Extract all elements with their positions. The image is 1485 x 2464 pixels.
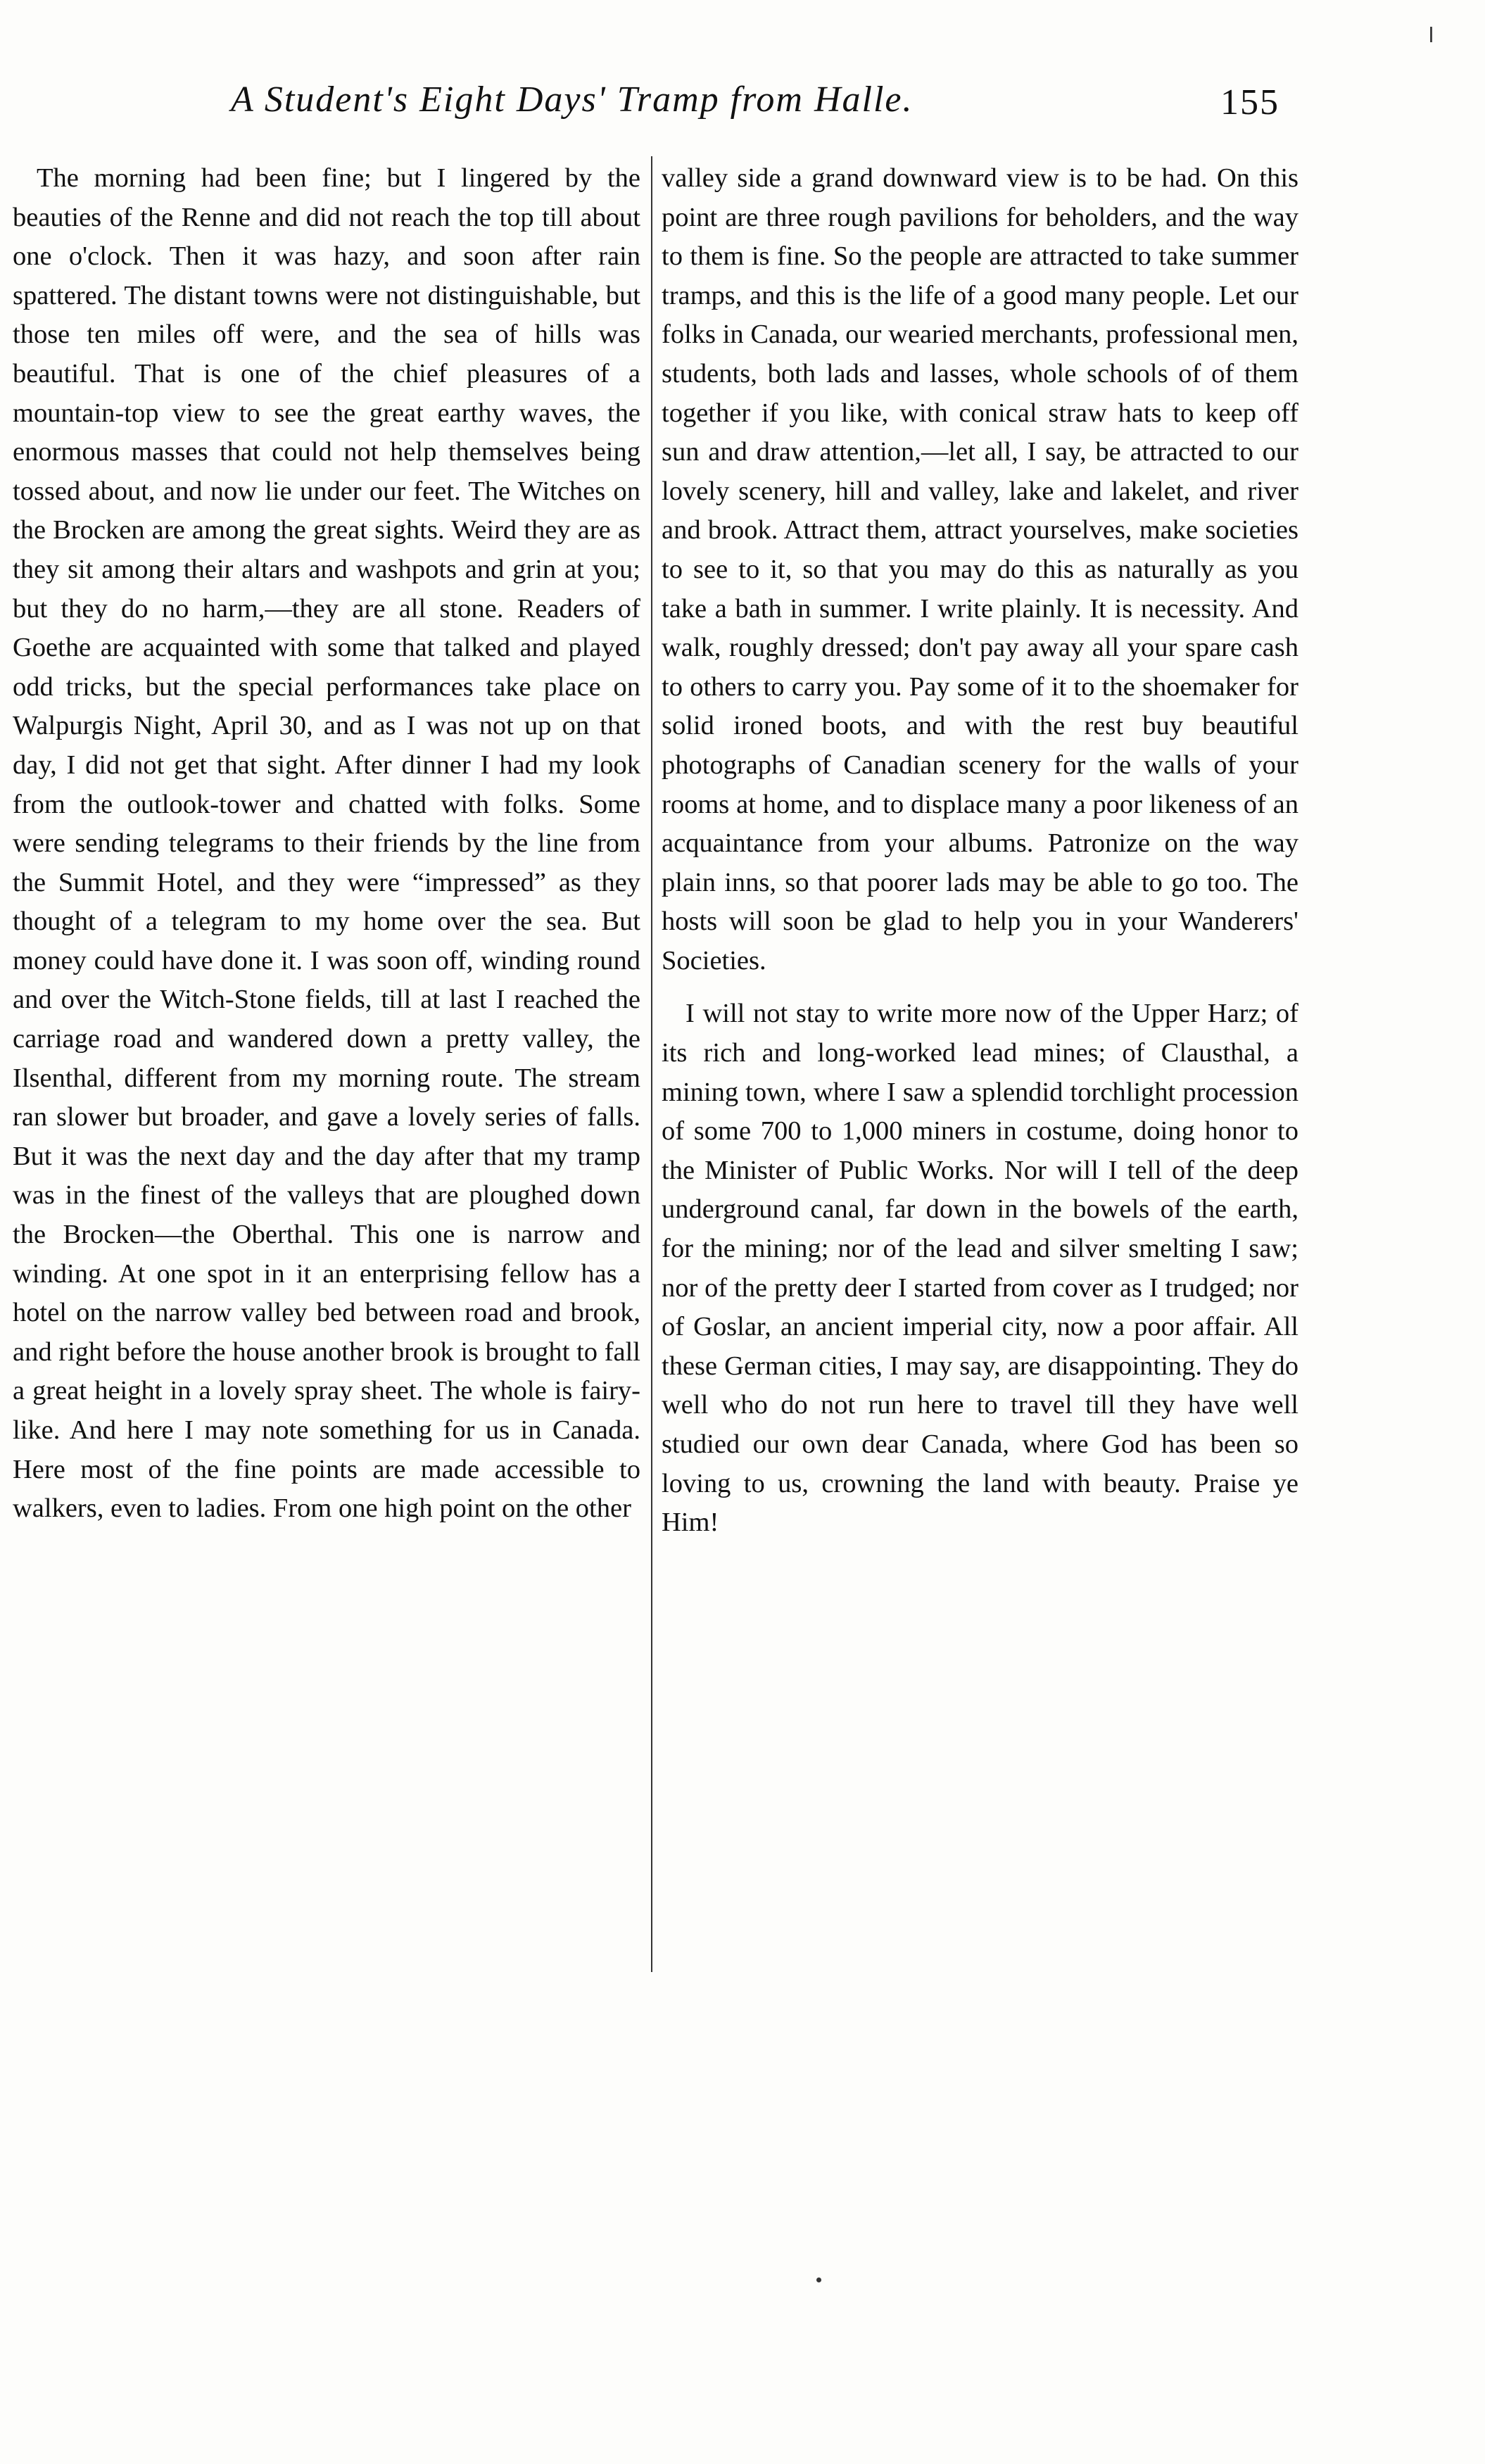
right-column: [662, 159, 1298, 1543]
left-column: [13, 159, 640, 1529]
right-paragraph-upper-harz: I will not stay to write more now of the Upper Harz; of its rich and long-worked lead mines; of Clausthal, a mining town, where I saw a splendid torchlight procession of some 700 to 1,000 miners in costume, doing honor to the Minister of Public Works. Nor will I tell of the deep underground canal, far down in the bowels of the earth, for the mining; nor of the lead and silver smelting I saw; nor of the pretty deer I started from cover as I trudged; nor of Goslar, an ancient imperial city, now a poor affair. All these German cities, I may say, are disappointing. They do well who do not run here to travel till they have well studied our own dear Canada, where God has been so loving to us, crowning the land with beauty. Praise ye Him!: [662, 999, 1298, 1538]
print-speck: [816, 2277, 821, 2282]
page-edge-mark: [1430, 27, 1432, 42]
page-header: [0, 79, 1485, 135]
left-paragraph: The morning had been fine; but I lingered by the beauties of the Renne and did not reach the top till about one o'clock. Then it was hazy, and soon after rain spattered. The distant towns were not distinguishable, but those ten miles off were, and the sea of hills was beautiful. That is one of the chief pleasures of a mountain-top view to see the great earthy waves, the enormous masses that could not help themselves being tossed about, and now lie under our feet. The Witches on the Brocken are among the great sights. Weird they are as they sit among their altars and washpots and grin at you; but they do no harm,—they are all stone. Readers of Goethe are acquainted with some that talked and played odd tricks, but the special performances take place on Walpurgis Night, April 30, and as I was not up on that day, I did not get that sight. After dinner I had my look from the outlook-tower and chatted with folks. Some were sending telegrams to their friends by the line from the Summit Hotel, and they were “impressed” as they thought of a telegram to my home over the sea. But money could have done it. I was soon off, winding round and over the Witch-Stone fields, till at last I reached the carriage road and wandered down a pretty valley, the Ilsenthal, different from my morning route. The stream ran slower but broader, and gave a lovely series of falls. But it was the next day and the day after that my tramp was in the finest of the valleys that are ploughed down the Brocken—the Oberthal. This one is narrow and winding. At one spot in it an enterprising fellow has a hotel on the narrow valley bed between road and brook, and right before the house another brook is brought to fall a great height in a lovely spray sheet. The whole is fairy-like. And here I may note something for us in Canada. Here most of the fine points are made accessible to walkers, even to ladies. From one high point on the other: [13, 163, 640, 1524]
page-number: 155: [1220, 82, 1279, 122]
running-title: A Student's Eight Days' Tramp from Halle.: [231, 80, 914, 120]
column-divider: [651, 156, 652, 1972]
right-paragraph-continued: valley side a grand downward view is to be had. On this point are three rough pavilions for beholders, and the way to them is fine. So the people are attracted to take summer tramps, and this is the life of a good many people. Let our folks in Canada, our wearied merchants, professional men, students, both lads and lasses, whole schools of of them together if you like, with conical straw hats to keep off sun and draw attention,—let all, I say, be attracted to our lovely scenery, hill and valley, lake and lakelet, and river and brook. Attract them, attract yourselves, make societies to see to it, so that you may do this as naturally as you take a bath in summer. I write plainly. It is necessity. And walk, roughly dressed; don't pay away all your spare cash to others to carry you. Pay some of it to the shoemaker for solid ironed boots, and with the rest buy beautiful photographs of Canadian scenery for the walls of your rooms at home, and to displace many a poor likeness of an acquaintance from your albums. Patronize on the way plain inns, so that poorer lads may be able to go too. The hosts will soon be glad to help you in your Wanderers' Societies.: [662, 163, 1298, 975]
